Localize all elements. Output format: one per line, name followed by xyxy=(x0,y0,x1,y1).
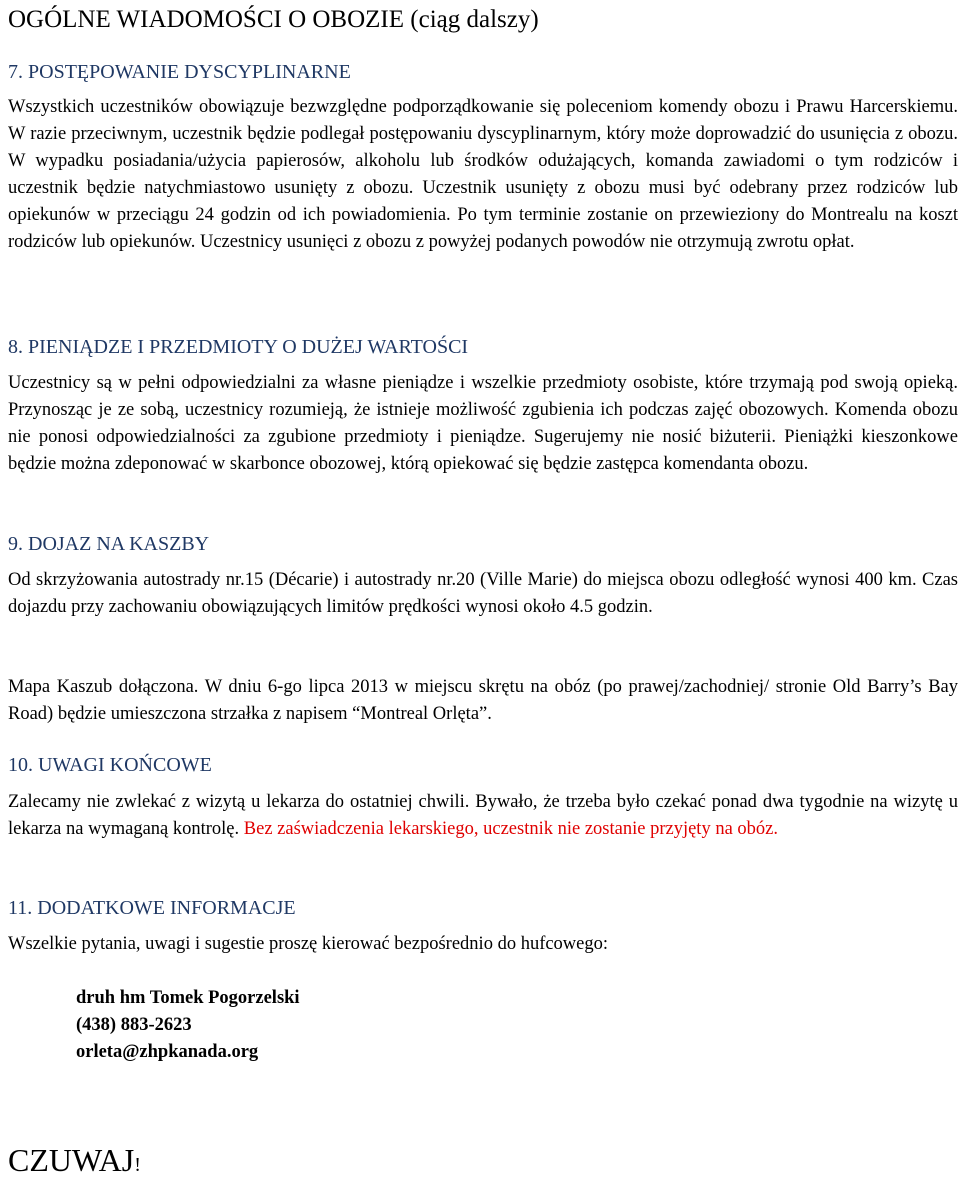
contact-phone: (438) 883-2623 xyxy=(76,1015,192,1035)
medical-certificate-warning: Bez zaświadczenia lekarskiego, uczestnik nie zostanie przyjęty na obóz. xyxy=(243,819,778,839)
contact-name: druh hm Tomek Pogorzelski xyxy=(76,988,300,1008)
section-title: POSTĘPOWANIE DYSCYPLINARNE xyxy=(28,61,351,83)
section-9-heading xyxy=(8,531,209,557)
contact-email: orleta@zhpkanada.org xyxy=(76,1042,259,1062)
section-number: 11. xyxy=(8,897,33,919)
section-10-heading xyxy=(8,752,212,778)
section-title: DOJAZ NA KASZBY xyxy=(28,533,210,555)
closing-exclamation: ! xyxy=(134,1154,141,1176)
section-title: DODATKOWE INFORMACJE xyxy=(37,897,296,919)
section-10-paragraph xyxy=(8,789,958,843)
section-7-paragraph: Wszystkich uczestników obowiązuje bezwzględne podporządkowanie się poleceniom komendy obozu i Prawu Harcerskiemu. W razie przeciwnym, uczestnik będzie podlegał postępowaniu dyscyplinarnym, który może doprowadzić do usunięcia z obozu. W wypadku posiadania/użycia papierosów, alkoholu lub środków odużających, komanda zawiadomi o tym rodziców i uczestnik będzie natychmiastowo usunięty z obozu. Uczestnik usunięty z obozu musi być odebrany przez rodziców lub opiekunów w przeciągu 24 godzin od ich powiadomienia. Po tym terminie zostanie on przewieziony do Montrealu na koszt rodziców lub opiekunów. Uczestnicy usunięci z obozu z powyżej podanych powodów nie otrzymują zwrotu opłat. xyxy=(8,97,958,252)
page-title: OGÓLNE WIADOMOŚCI O OBOZIE (ciąg dalszy) xyxy=(8,6,539,33)
section-title: PIENIĄDZE I PRZEDMIOTY O DUŻEJ WARTOŚCI xyxy=(28,336,469,358)
section-number: 9. xyxy=(8,533,23,555)
closing-greeting xyxy=(8,1140,141,1185)
section-9-paragraph-2: Mapa Kaszub dołączona. W dniu 6-go lipca 2013 w miejscu skrętu na obóz (po prawej/zachodniej/ stronie Old Barry’s Bay Road) będzie umieszczona strzałka z napisem “Montreal Orlęta”. xyxy=(8,677,958,724)
closing-word: CZUWAJ xyxy=(8,1142,135,1178)
section-number: 7. xyxy=(8,61,23,83)
section-8-paragraph: Uczestnicy są w pełni odpowiedzialni za własne pieniądze i wszelkie przedmioty osobiste, które trzymają pod swoją opieką. Przynosząc je ze sobą, uczestnicy rozumieją, że istnieje możliwość zgubienia ich podczas zajęć obozowych. Komenda obozu nie ponosi odpowiedzialności za zgubione przedmioty i pieniądze. Sugerujemy nie nosić biżuterii. Pieniążki kieszonkowe będzie można zdeponować w skarbonce obozowej, którą opiekować się będzie zastępca komendanta obozu. xyxy=(8,373,958,474)
section-11-paragraph: Wszelkie pytania, uwagi i sugestie proszę kierować bezpośrednio do hufcowego: xyxy=(8,934,609,954)
section-8-heading xyxy=(8,334,468,360)
section-10-text: Zalecamy nie zwlekać z wizytą u lekarza do ostatniej chwili. Bywało, że trzeba było czekać ponad dwa tygodnie na wizytę u lekarza na wymaganą kontrolę. xyxy=(8,792,958,839)
section-7-heading xyxy=(8,59,351,85)
section-9-paragraph: Od skrzyżowania autostrady nr.15 (Décarie) i autostrady nr.20 (Ville Marie) do miejsca obozu odległość wynosi 400 km. Czas dojazdu przy zachowaniu obowiązujących limitów prędkości wynosi około 4.5 godzin. xyxy=(8,570,958,617)
section-number: 10. xyxy=(8,754,33,776)
section-title: UWAGI KOŃCOWE xyxy=(38,754,212,776)
section-number: 8. xyxy=(8,336,23,358)
section-11-heading xyxy=(8,895,296,921)
